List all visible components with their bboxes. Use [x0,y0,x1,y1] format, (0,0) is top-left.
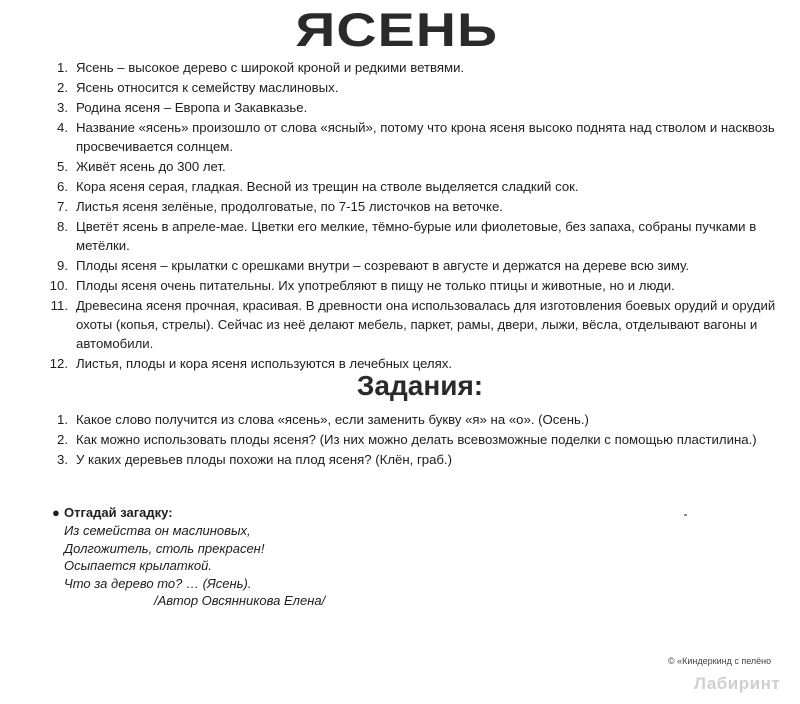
list-item-number: 12. [49,356,68,371]
list-item-text: Родина ясеня – Европа и Закавказье. [76,100,308,115]
list-item-number: 8. [57,219,68,234]
list-item [0,98,800,117]
list-item-number: 3. [57,452,68,467]
list-item-text: Плоды ясеня – крылатки с орешками внутри – созревают в августе и держатся на дереве всю зиму. [76,258,689,273]
list-item-text: Листья, плоды и кора ясеня используются в лечебных целях. [76,356,453,371]
list-item [0,430,800,449]
labirint-logo: Лабиринт [694,674,781,693]
riddle-line: Из семейства он маслиновых, [64,523,251,538]
tasks-list [0,410,800,469]
list-item-text: Ясень – высокое дерево с широкой кроной и редкими ветвями. [76,60,465,75]
list-item-number: 1. [57,60,68,75]
list-item [0,217,800,255]
list-item-number: 10. [49,278,68,293]
list-item-number: 6. [57,179,68,194]
list-item [0,157,800,176]
riddle-author: /Автор Овсянникова Елена/ [154,593,326,608]
riddle-line: Осыпается крылаткой. [64,558,212,573]
list-item-text: Кора ясеня серая, гладкая. Весной из трещин на стволе выделяется сладкий сок. [76,179,579,194]
list-item-text: Листья ясеня зелёные, продолговатые, по 7-15 листочков на веточке. [76,199,503,214]
tasks-title: Задания: [356,370,484,401]
list-item-number: 2. [57,432,68,447]
list-item [0,450,800,469]
list-item [0,58,800,77]
list-item-text: Плоды ясеня очень питательны. Их употребляют в пищу не только птицы и животные, но и люди. [76,278,675,293]
list-item-text: Ясень относится к семейству маслиновых. [76,80,339,95]
riddle-block [52,504,552,610]
riddle-line: Долгожитель, столь прекрасен! [64,540,265,556]
copyright-text: © «Киндеркинд с пелёно [668,656,772,666]
list-item-number: 5. [57,159,68,174]
riddle-line: Что за дерево то? … (Ясень). [64,575,252,591]
list-item-text: Цветёт ясень в апреле-мае. Цветки его мелкие, тёмно-бурые или фиолетовые, без запаха, собраны пучками в метёлки. [76,219,757,253]
list-item [0,118,800,156]
list-item-number: 4. [57,120,68,135]
list-item [0,410,800,429]
list-item-number: 7. [57,199,68,214]
list-item-number: 2. [57,80,68,95]
page-title: ЯСЕНЬ [295,3,499,56]
list-item-text: Какое слово получится из слова «ясень», если заменить букву «я» на «о». (Осень.) [76,412,589,427]
list-item-text: Название «ясень» произошло от слова «ясный», потому что крона ясеня высоко поднята над стволом и насквозь просвечивается солнцем. [76,120,775,154]
list-item-text: Живёт ясень до 300 лет. [76,159,226,174]
list-item [0,197,800,216]
list-item-text: У каких деревьев плоды похожи на плод ясеня? (Клён, граб.) [76,452,453,467]
list-item-number: 1. [57,412,68,427]
list-item [0,296,800,353]
list-item [0,177,800,196]
list-item-number: 11. [50,298,68,313]
list-item [0,256,800,275]
facts-list [0,58,800,373]
list-item-text: Как можно использовать плоды ясеня? (Из них можно делать всевозможные поделки с помощью пластилина.) [76,432,757,447]
list-item-text: Древесина ясеня прочная, красивая. В древности она использовалась для изготовления боевых орудий и орудий охоты (копья, стрелы). Сейчас из неё делают мебель, паркет, рамы, двери, лыжи, вёсла, отделывают вагоны и автомобили. [76,298,776,351]
list-item [0,78,800,97]
list-item [0,276,800,295]
list-item-number: 9. [57,258,68,273]
bullet-icon: ● [52,505,60,520]
scan-speck [684,514,687,516]
riddle-header [52,504,552,522]
list-item-number: 3. [57,100,68,115]
riddle-header-text: Отгадай загадку: [64,505,173,520]
